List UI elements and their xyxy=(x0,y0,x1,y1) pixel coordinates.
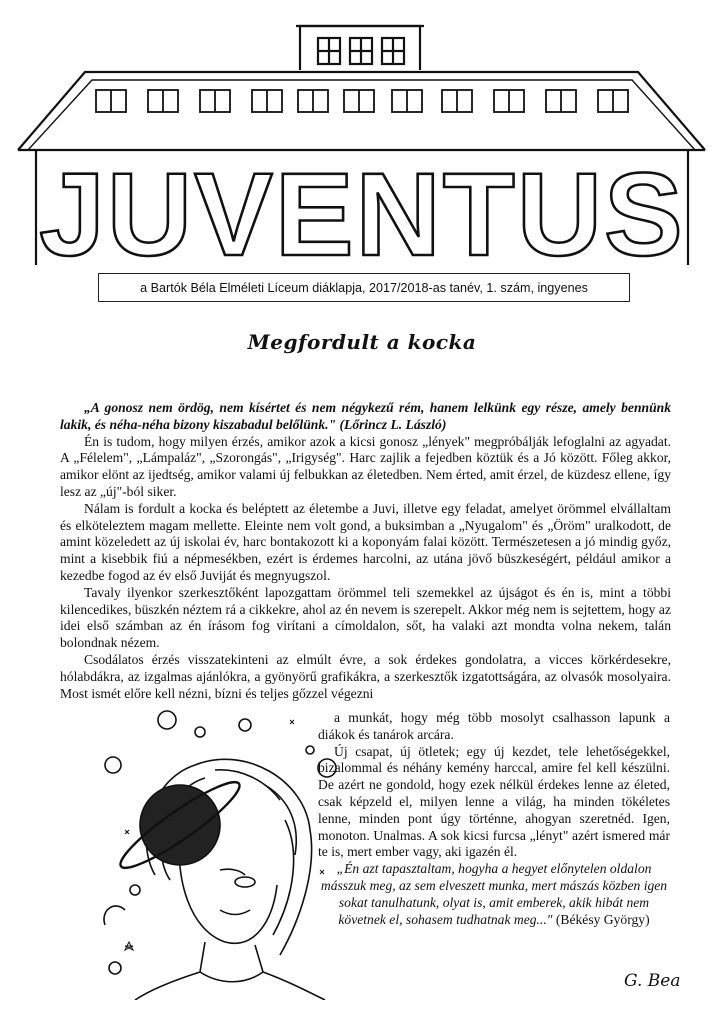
paragraph-1: Én is tudom, hogy milyen érzés, amikor azok a kicsi gonosz „lények" megpróbálják lefoglalni az agyadat. A „Félelem", „Lámpaláz", „Szorongás", „Irigység". Harc zajlik a fejedben köztük és a Jó között. Főleg akkor, amikor elönt az ijedtség, amikor valami új felbukkan az életedben. Nem érted, amit érzel, de küzdesz ellene, így lesz az „új"-ból siker. xyxy=(60,433,671,499)
motto-author: (Lőrincz L. László) xyxy=(339,416,447,432)
signature-text: G. Bea xyxy=(624,971,681,991)
right-column xyxy=(318,710,670,928)
closing-quote-text: „Én azt tapasztaltam, hogyha a hegyet előnytelen oldalon másszuk meg, az sem elveszett munka, mert mászás közben igen sokat tanulhatunk, olyat is, amit emberek, akik hibát nem követnek el, sohasem tudhatnak meg..." xyxy=(320,861,668,927)
tagline-box xyxy=(98,273,630,302)
article-title: Megfordult a kocka xyxy=(247,330,477,354)
paragraph-5: Új csapat, új ötletek; egy új kezdet, tele lehetőségekkel, bizalommal és néhány kemény harccal, amire fel kell készülni. De azért ne gondold, hogy ezek nélkül érdekes lenne az életed, csak képzeld el, milyen lenne a világ, ha minden tökéletes lenne, minden pont úgy történne, ahogyan szeretnéd. Igen, monoton. Unalmas. A sok kicsi furcsa „lényt" azért ismered már te is, mert ember vagy, aki igazén él. xyxy=(318,743,670,860)
masthead-title: JUVENTUS xyxy=(39,149,685,270)
motto-text: „A gonosz nem ördög, nem kísértet és nem négykezű rém, hanem lelkünk egy része, amely bennünk lakik, és néha-néha bizony kiszabadul belőlünk." xyxy=(60,400,671,432)
masthead-building-drawing xyxy=(0,0,724,270)
masthead xyxy=(0,0,724,270)
tagline: a Bartók Béla Elméleti Líceum diáklapja, 2017/2018-as tanév, 1. szám, ingyenes xyxy=(140,280,588,295)
paragraph-4a: Csodálatos érzés visszatekinteni az elmúlt évre, a sok érdekes gondolatra, a vicces körkérdesekre, hólabdákra, az izgalmas ajánlókra, a gyönyörű grafikákra, a szerkesztők izgatottságára, az olvasók mosolyaira. Most ismét előre kell nézni, bízni és teljes gőzzel végezni xyxy=(60,651,671,701)
closing-quote-author: (Békésy György) xyxy=(555,911,650,927)
girl-planet-illustration xyxy=(95,710,345,1000)
paragraph-4b: a munkát, hogy még több mosolyt csalhasson lapunk a diákok és tanárok arcára. xyxy=(318,710,670,742)
signature xyxy=(620,962,690,996)
paragraph-3: Tavaly ilyenkor szerkesztőként lapozgattam örömmel teli szemekkel az újságot és én is, mint a többi kilencedikes, büszkén néztem rá a cikkekre, ahol az én nevem is szerepelt. Akkor még nem is sejtettem, hogy az idei első számban az én írásom fog virítani a címoldalon, sőt, ha valaki azt mondta volna nekem, talán bolondnak nézem. xyxy=(60,584,671,651)
paragraph-2: Nálam is fordult a kocka és beléptett az életembe a Juvi, illetve egy feladat, amelyet örömmel elvállaltam és elköteleztem magam mellette. Eleinte nem volt gond, a buksimban a „Nyugalom" és „Öröm" uralkodott, de amint közeledett az új iskolai év, harc bontakozott ki a koponyám falai között. Természetesen a jó mindig győz, mint a kisebbik fiú a népmesékben, ezért is érdemes harcolni, az utána jövő büszkeségért, például amikor a kezedbe fogod az év első Juviját és megnyugszol. xyxy=(60,500,671,583)
article-body xyxy=(60,400,671,702)
motto xyxy=(60,400,671,434)
closing-quote xyxy=(318,861,670,928)
